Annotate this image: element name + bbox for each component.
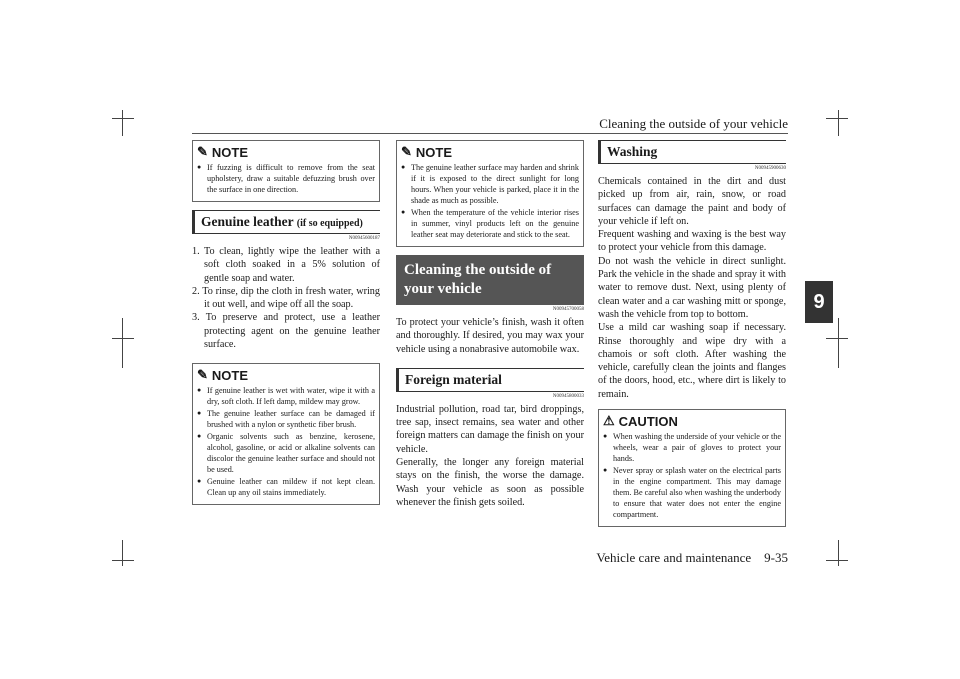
crop-mark <box>112 338 134 339</box>
note-box <box>192 140 380 202</box>
crop-mark <box>122 110 123 136</box>
column-1 <box>192 140 380 513</box>
note-item: ● If genuine leather is wet with water, wipe it with a dry, soft cloth. If left damp, mildew may grow. <box>197 385 375 407</box>
caution-heading: ⚠ CAUTION <box>603 413 678 429</box>
crop-mark <box>122 318 123 368</box>
body-paragraph: Industrial pollution, road tar, bird droppings, tree sap, insect remains, sea water and other foreign matters can damage the finish on your vehicle. <box>396 403 584 455</box>
body-paragraph: Chemicals contained in the dirt and dust picked up from air, rain, snow, or road surfaces can damage the paint and body of your vehicle if left on. <box>598 176 786 227</box>
note-item: ● If fuzzing is difficult to remove from the seat upholstery, draw a suitable defuzzing brush over the surface in one direction. <box>197 162 375 195</box>
page-header-title: Cleaning the outside of your vehicle <box>599 116 788 131</box>
reference-code: N00945600187 <box>348 236 380 241</box>
note-heading: ✎ NOTE <box>401 144 453 160</box>
header-rule <box>192 133 788 134</box>
footer-page-number: 9-35 <box>764 550 788 565</box>
note-heading: ✎ NOTE <box>197 367 249 383</box>
footer-section: Vehicle care and maintenance <box>596 550 752 565</box>
step-item: 3. To preserve and protect, use a leather protecting agent on the genuine leather surface. <box>192 312 380 351</box>
page-footer <box>560 550 788 566</box>
section-heading-cleaning-outside: Cleaning the outside of your vehicle <box>396 255 584 305</box>
caution-item: ● When washing the underside of your vehicle or the wheels, wear a pair of gloves to protect your hands. <box>603 431 781 464</box>
crop-mark <box>112 118 134 119</box>
note-heading: ✎ NOTE <box>197 144 249 160</box>
column-2 <box>396 140 584 509</box>
caution-item: ● Never spray or splash water on the electrical parts in the engine compartment. This may damage them. Be careful also when washing the underbody to ensure that water does not enter the engine compartment. <box>603 465 781 520</box>
body-paragraph: Use a mild car washing soap if necessary. Rinse thoroughly and wipe dry with a chamois or soft cloth. After washing the vehicle, carefully clean the joints and flanges of the doors, hood, etc., where dirt is likely to remain. <box>598 322 786 400</box>
section-heading-washing: Washing <box>598 140 786 164</box>
crop-mark <box>838 540 839 566</box>
body-paragraph: Frequent washing and waxing is the best way to protect your vehicle from this damage. <box>598 229 786 254</box>
chapter-tab: 9 <box>805 281 833 323</box>
note-item: ● The genuine leather surface may harden and shrink if it is exposed to the direct sunlight for long hours. When your vehicle is parked, place it in the shade as much as possible. <box>401 162 579 206</box>
pencil-icon: ✎ <box>401 144 412 159</box>
section-heading-genuine-leather: Genuine leather (if so equipped) <box>192 210 380 234</box>
cleaning-steps <box>192 245 380 351</box>
note-box <box>192 363 380 505</box>
column-3 <box>598 140 786 535</box>
crop-mark <box>838 110 839 136</box>
warning-triangle-icon: ⚠ <box>603 413 615 429</box>
crop-mark <box>122 540 123 566</box>
pencil-icon: ✎ <box>197 367 208 383</box>
reference-code: N00945800033 <box>552 393 584 399</box>
crop-mark <box>838 318 839 368</box>
crop-mark <box>826 118 848 119</box>
crop-mark <box>112 560 134 561</box>
step-item: 1. To clean, lightly wipe the leather with a soft cloth soaked in a 5% solution of gentle soap and water. <box>192 246 380 284</box>
note-item: ● When the temperature of the vehicle interior rises in summer, vinyl products left on the genuine leather seat may deteriorate and stick to the seat. <box>401 207 579 240</box>
reference-code: N00945900630 <box>754 166 786 171</box>
body-paragraph: Generally, the longer any foreign material stays on the finish, the worse the damage. Wash your vehicle as soon as possible whenever the finish gets soiled. <box>396 457 584 508</box>
reference-code: N00945700058 <box>552 307 584 312</box>
body-paragraph: Do not wash the vehicle in direct sunlight. Park the vehicle in the shade and spray it with water to remove dust. Next, using plenty of clean water and a car washing mitt or sponge, wash the vehicle from top to bottom. <box>598 255 786 320</box>
body-paragraph: To protect your vehicle’s finish, wash it often and thoroughly. If desired, you may wax your vehicle using a nonabrasive automobile wax. <box>396 317 584 355</box>
note-item: ● The genuine leather surface can be damaged if brushed with a nylon or synthetic fiber brush. <box>197 408 375 430</box>
note-item: ● Genuine leather can mildew if not kept clean. Clean up any oil stains immediately. <box>197 476 375 498</box>
note-box <box>396 140 584 247</box>
crop-mark <box>826 560 848 561</box>
step-item: 2. To rinse, dip the cloth in fresh water, wring it out well, and wipe off all the soap. <box>192 285 380 311</box>
section-heading-foreign-material: Foreign material <box>396 368 584 392</box>
caution-box <box>598 409 786 527</box>
note-item: ● Organic solvents such as benzine, kerosene, alcohol, gasoline, or acid or alkaline solvents can discolor the genuine leather surface and should not be used. <box>197 431 375 475</box>
crop-mark <box>826 338 848 339</box>
pencil-icon: ✎ <box>197 144 208 159</box>
